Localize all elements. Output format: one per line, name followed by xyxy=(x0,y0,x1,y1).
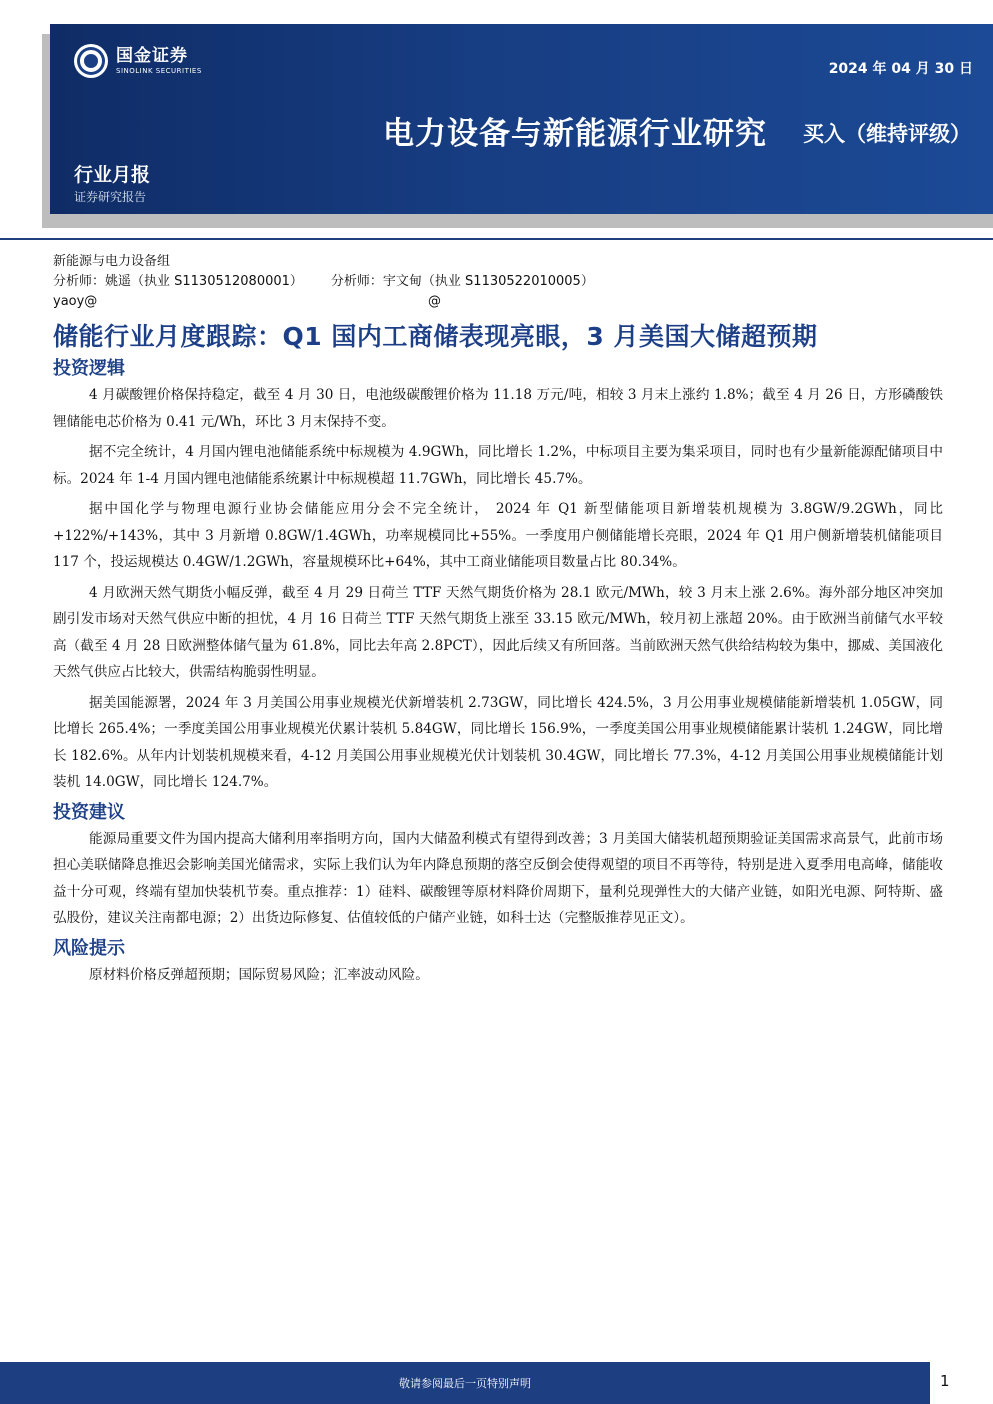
brand-name-en: SINOLINK SECURITIES xyxy=(116,66,202,75)
analyst-2-email[interactable]: @ xyxy=(428,294,441,309)
brand-logo xyxy=(74,44,202,78)
team-name: 新能源与电力设备组 xyxy=(53,254,171,269)
footer-bar xyxy=(0,1362,930,1404)
analyst-block xyxy=(53,252,943,312)
rating-label: 买入（维持评级） xyxy=(803,122,971,146)
report-body xyxy=(53,252,943,992)
report-type: 行业月报 xyxy=(74,164,151,186)
footer-notice[interactable]: 敬请参阅最后一页特别声明 xyxy=(399,1377,531,1390)
page-number: 1 xyxy=(940,1372,950,1390)
report-subtype: 证券研究报告 xyxy=(74,190,147,204)
analyst-2: 分析师：宇文甸（执业 S1130522010005） xyxy=(330,274,594,289)
logic-paragraph: 4 月碳酸锂价格保持稳定，截至 4 月 30 日，电池级碳酸锂价格为 11.18 万元/吨，相较 3 月末上涨约 1.8%；截至 4 月 26 日，方形磷酸铁锂储能电芯价格为 0.41 元/Wh，环比 3 月末保持不变。 xyxy=(53,387,943,430)
sinolink-logo-icon xyxy=(74,44,108,78)
logic-paragraph: 4 月欧洲天然气期货小幅反弹，截至 4 月 29 日荷兰 TTF 天然气期货价格为 28.1 欧元/MWh，较 3 月末上涨 2.6%。海外部分地区冲突加剧引发市场对天然气供应中断的担忧，4 月 16 日荷兰 TTF 天然气期货上涨至 33.15 欧元/MWh，较月初上涨超 20%。由于欧洲当前储气水平较高（截至 4 月 28 日欧洲整体储气量为 61.8%，同比去年高 2.8PCT），因此后续又有所回落。当前欧洲天然气供给结构较为集中，挪威、美国液化天然气供应占比较大，供需结构脆弱性明显。 xyxy=(53,584,943,680)
report-title: 电力设备与新能源行业研究 xyxy=(383,116,767,152)
section-title-logic: 投资逻辑 xyxy=(53,358,125,379)
section-title-risk: 风险提示 xyxy=(53,937,125,959)
header-divider xyxy=(0,238,993,240)
logic-paragraph: 据中国化学与物理电源行业协会储能应用分会不完全统计， 2024 年 Q1 新型储能项目新增装机规模为 3.8GW/9.2GWh，同比+122%/+143%，其中 3 月新增 0.8GW/1.4GWh，功率规模同比+55%。一季度用户侧储能增长亮眼，2024 年 Q1 用户侧新增装机储能项目 117 个，投运规模达 0.4GW/1.2GWh，容量规模环比+64%，其中工商业储能项目数量占比 80.34%。 xyxy=(53,501,943,570)
section-title-advice: 投资建议 xyxy=(53,801,125,823)
analyst-1: 分析师：姚遥（执业 S1130512080001） xyxy=(53,274,303,289)
report-header xyxy=(50,24,993,214)
analyst-1-email[interactable]: yaoy@ xyxy=(53,294,98,309)
brand-name-cn: 国金证券 xyxy=(116,45,188,66)
logic-paragraph: 据不完全统计，4 月国内锂电池储能系统中标规模为 4.9GWh，同比增长 1.2%，中标项目主要为集采项目，同时也有少量新能源配储项目中标。2024 年 1-4 月国内锂电池储能系统累计中标规模超 11.7GWh，同比增长 45.7%。 xyxy=(53,444,943,487)
advice-paragraph: 能源局重要文件为国内提高大储利用率指明方向，国内大储盈利模式有望得到改善；3 月美国大储装机超预期验证美国需求高景气，此前市场担心美联储降息推迟会影响美国光储需求，实际上我们认为年内降息预期的落空反倒会使得观望的项目不再等待，特别是进入夏季用电高峰，储能收益十分可观，终端有望加快装机节奏。重点推荐：1）硅料、碳酸锂等原材料降价周期下，量利兑现弹性大的大储产业链，如阳光电源、阿特斯、盛弘股份，建议关注南都电源；2）出货边际修复、估值较低的户储产业链，如科士达（完整版推荐见正文）。 xyxy=(53,830,943,926)
report-date: 2024 年 04 月 30 日 xyxy=(828,61,973,77)
logic-paragraph: 据美国能源署，2024 年 3 月美国公用事业规模光伏新增装机 2.73GW，同比增长 424.5%，3 月公用事业规模储能新增装机 1.05GW，同比增长 265.4%；一季度美国公用事业规模光伏累计装机 5.84GW，同比增长 156.9%，一季度美国公用事业规模储能累计装机 1.24GW，同比增长 182.6%。从年内计划装机规模来看，4-12 月美国公用事业规模光伏计划装机 30.4GW，同比增长 77.3%，4-12 月美国公用事业规模储能计划装机 14.0GW，同比增长 124.7%。 xyxy=(53,694,943,790)
risk-paragraph: 原材料价格反弹超预期；国际贸易风险；汇率波动风险。 xyxy=(89,966,429,983)
report-headline: 储能行业月度跟踪：Q1 国内工商储表现亮眼，3 月美国大储超预期 xyxy=(53,322,818,351)
